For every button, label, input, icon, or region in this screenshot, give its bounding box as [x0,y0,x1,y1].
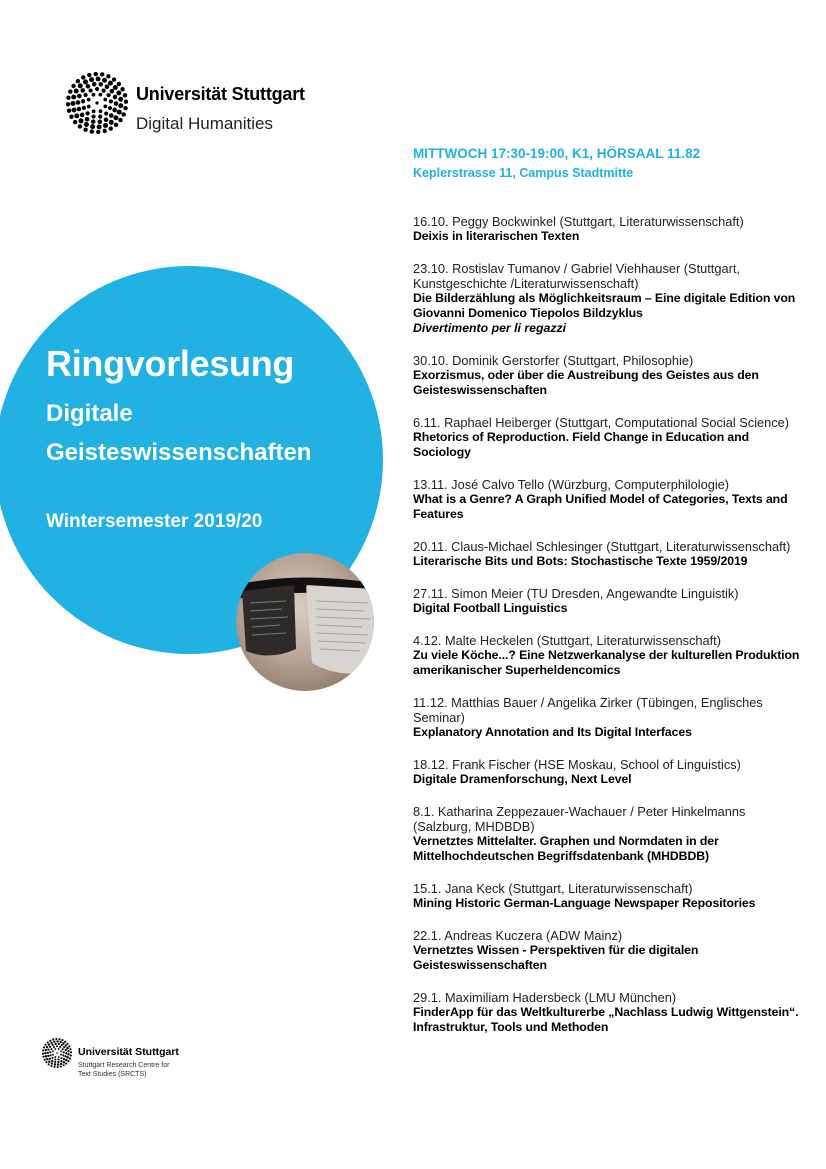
lecture-speaker: 8.1. Katharina Zeppezauer-Wachauer / Peter Hinkelmanns (Salzburg, MHDBDB) [413,804,746,834]
lecture-speaker: 29.1. Maximiliam Hadersbeck (LMU München) [413,990,677,1005]
lecture-title: Literarische Bits und Bots: Stochastische Texte 1959/2019 [413,554,748,568]
logo-subtitle: Digital Humanities [136,114,273,133]
lecture-speaker: 4.12. Malte Heckelen (Stuttgart, Literaturwissenschaft) [413,633,721,648]
university-seal-icon [66,72,128,134]
lecture-speaker: 22.1. Andreas Kuczera (ADW Mainz) [413,928,623,943]
lecture-speaker: 18.12. Frank Fischer (HSE Moskau, School of Linguistics) [413,757,741,772]
srcts-seal-icon [42,1038,72,1068]
lecture-item [413,415,805,460]
schedule-location: Keplerstrasse 11, Campus Stadtmitte [413,166,634,180]
lecture-speaker: 6.11. Raphael Heiberger (Stuttgart, Computational Social Science) [413,415,790,430]
footer-logo [42,1038,212,1082]
lecture-title: Die Bilderzählung als Möglichkeitsraum – Eine digitale Edition von Giovanni Domenico Tiepolos Bildzyklus [413,291,796,320]
lecture-item [413,757,805,787]
footer-logo-name: Universität Stuttgart [78,1046,179,1058]
lecture-title: Exorzismus, oder über die Austreibung des Geistes aus den Geisteswissenschaften [413,368,759,397]
university-logo [66,72,346,136]
lecture-title: FinderApp für das Weltkulturerbe „Nachlass Ludwig Wittgenstein“. Infrastruktur, Tools und Methoden [413,1005,799,1034]
poster-subtitle-line1: Digitale [46,400,133,427]
lecture-item [413,353,805,398]
lecture-title: Digital Football Linguistics [413,601,568,615]
lecture-speaker: 15.1. Jana Keck (Stuttgart, Literaturwissenschaft) [413,881,693,896]
lecture-item [413,695,805,740]
lecture-item [413,633,805,678]
lecture-item [413,804,805,864]
lecture-speaker: 20.11. Claus-Michael Schlesinger (Stuttgart, Literaturwissenschaft) [413,539,791,554]
logo-name: Universität Stuttgart [136,84,305,104]
lecture-speaker: 11.12. Matthias Bauer / Angelika Zirker (Tübingen, Englisches Seminar) [413,695,763,725]
footer-logo-line2: Text Studies (SRCTS) [78,1071,147,1078]
lecture-speaker: 13.11. José Calvo Tello (Würzburg, Computerphilologie) [413,477,730,492]
poster-subtitle-line2: Geisteswissenschaften [46,439,312,466]
lecture-item [413,261,805,336]
lecture-item [413,881,805,911]
lecture-item [413,990,805,1035]
lecture-item [413,586,805,616]
lecture-item [413,477,805,522]
lecture-title: Deixis in literarischen Texten [413,229,580,243]
poster-title: Ringvorlesung [46,343,295,384]
lecture-speaker: 27.11. Simon Meier (TU Dresden, Angewandte Linguistik) [413,586,739,601]
lecture-subtitle: Divertimento per li regazzi [413,321,567,335]
lecture-item [413,928,805,973]
lecture-title: Vernetztes Wissen - Perspektiven für die digitalen Geisteswissenschaften [413,943,699,972]
lecture-title: Zu viele Köche...? Eine Netzwerkanalyse der kulturellen Produktion amerikanischer Superheldencomics [413,648,800,677]
lecture-item [413,539,805,569]
schedule-time: MITTWOCH 17:30-19:00, K1, HÖRSAAL 11.82 [413,146,701,161]
lecture-title: Rhetorics of Reproduction. Field Change in Education and Sociology [413,430,749,459]
glasses-photo [236,553,374,691]
lecture-title: Mining Historic German-Language Newspaper Repositories [413,896,756,910]
lecture-speaker: 30.10. Dominik Gerstorfer (Stuttgart, Philosophie) [413,353,694,368]
lecture-title: Vernetztes Mittelalter. Graphen und Normdaten in der Mittelhochdeutschen Begriffsdatenbank (MHDBDB) [413,834,719,863]
lecture-item [413,214,805,244]
lecture-title: Explanatory Annotation and Its Digital Interfaces [413,725,692,739]
lecture-speaker: 23.10. Rostislav Tumanov / Gabriel Viehhauser (Stuttgart, Kunstgeschichte /Literaturwissenschaft) [413,261,740,291]
lecture-speaker: 16.10. Peggy Bockwinkel (Stuttgart, Literaturwissenschaft) [413,214,744,229]
lecture-list [413,214,805,1052]
semester-label: Wintersemester 2019/20 [46,511,263,532]
lecture-title: What is a Genre? A Graph Unified Model of Categories, Texts and Features [413,492,788,521]
footer-logo-line1: Stuttgart Research Centre for [78,1062,170,1069]
lecture-title: Digitale Dramenforschung, Next Level [413,772,632,786]
glasses-image [236,553,374,691]
